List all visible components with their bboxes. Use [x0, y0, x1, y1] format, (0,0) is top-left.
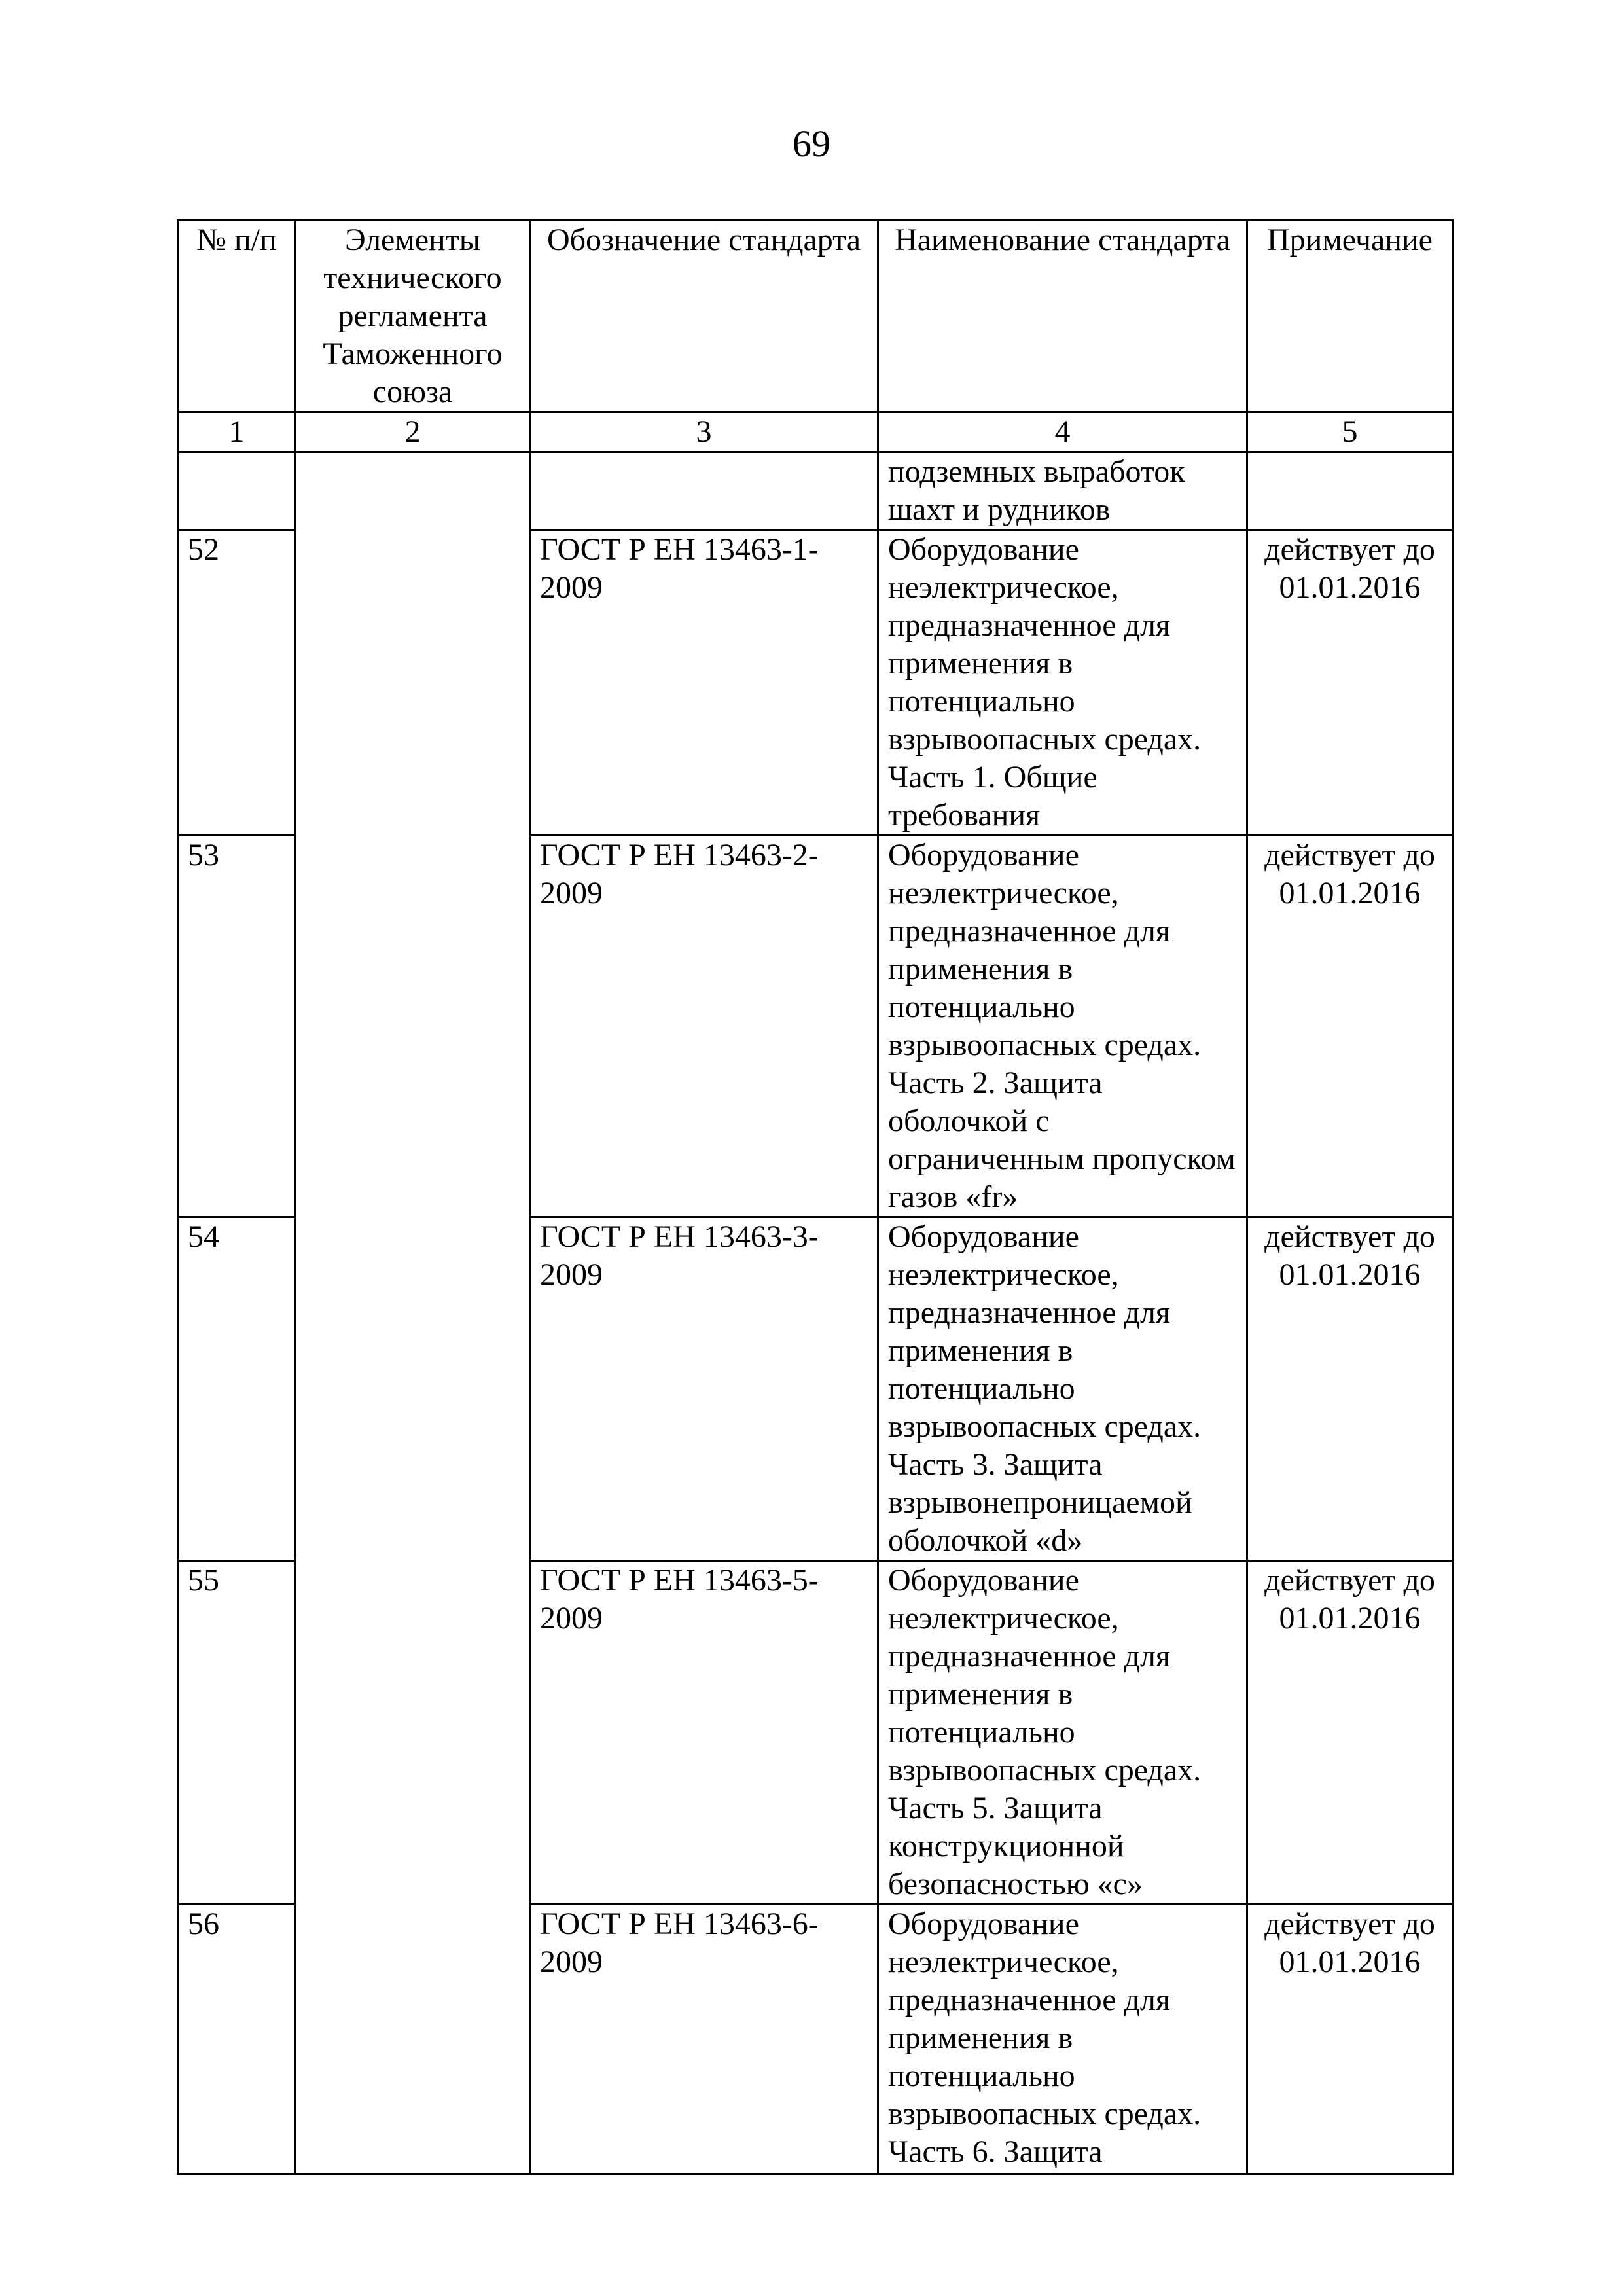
cell-code: ГОСТ Р ЕН 13463-2-2009: [530, 836, 878, 1217]
table-row: [178, 452, 1453, 530]
cell-code: ГОСТ Р ЕН 13463-5-2009: [530, 1561, 878, 1905]
cell-num: [178, 452, 296, 530]
column-number-row: [178, 412, 1453, 452]
cell-num: 55: [178, 1561, 296, 1905]
header-code: Обозначение стандарта: [530, 221, 878, 412]
header-note: Примечание: [1247, 221, 1453, 412]
cell-name: Оборудование неэлектрическое, предназначенное для применения в потенциально взрывоопасных средах. Часть 5. Защита конструкционной безопасностью «c»: [878, 1561, 1247, 1905]
cell-name: подземных выработок шахт и рудников: [878, 452, 1247, 530]
header-name: Наименование стандарта: [878, 221, 1247, 412]
cell-note: действует до 01.01.2016: [1247, 1905, 1453, 2174]
cell-note: [1247, 452, 1453, 530]
cell-code: ГОСТ Р ЕН 13463-3-2009: [530, 1217, 878, 1561]
page-number: 69: [793, 122, 830, 165]
header-elements: Элементы технического регламента Таможенного союза: [296, 221, 530, 412]
standards-table: [177, 219, 1454, 2175]
column-number: 1: [178, 412, 296, 452]
cell-name: Оборудование неэлектрическое, предназначенное для применения в потенциально взрывоопасных средах. Часть 3. Защита взрывонепроницаемой оболочкой «d»: [878, 1217, 1247, 1561]
cell-name: Оборудование неэлектрическое, предназначенное для применения в потенциально взрывоопасных средах. Часть 2. Защита оболочкой с ограниченным пропуском газов «fr»: [878, 836, 1247, 1217]
cell-num: 52: [178, 530, 296, 836]
column-number: 4: [878, 412, 1247, 452]
table-header-row: [178, 221, 1453, 412]
cell-num: 56: [178, 1905, 296, 2174]
column-number: 5: [1247, 412, 1453, 452]
cell-num: 53: [178, 836, 296, 1217]
cell-note: действует до 01.01.2016: [1247, 836, 1453, 1217]
cell-note: действует до 01.01.2016: [1247, 1561, 1453, 1905]
cell-name: Оборудование неэлектрическое, предназначенное для применения в потенциально взрывоопасных средах. Часть 1. Общие требования: [878, 530, 1247, 836]
cell-elements: [296, 452, 530, 2174]
cell-name: Оборудование неэлектрическое, предназначенное для применения в потенциально взрывоопасных средах. Часть 6. Защита: [878, 1905, 1247, 2174]
column-number: 2: [296, 412, 530, 452]
column-number: 3: [530, 412, 878, 452]
cell-code: [530, 452, 878, 530]
header-num: № п/п: [178, 221, 296, 412]
cell-note: действует до 01.01.2016: [1247, 1217, 1453, 1561]
cell-code: ГОСТ Р ЕН 13463-6-2009: [530, 1905, 878, 2174]
cell-code: ГОСТ Р ЕН 13463-1-2009: [530, 530, 878, 836]
cell-num: 54: [178, 1217, 296, 1561]
cell-note: действует до 01.01.2016: [1247, 530, 1453, 836]
